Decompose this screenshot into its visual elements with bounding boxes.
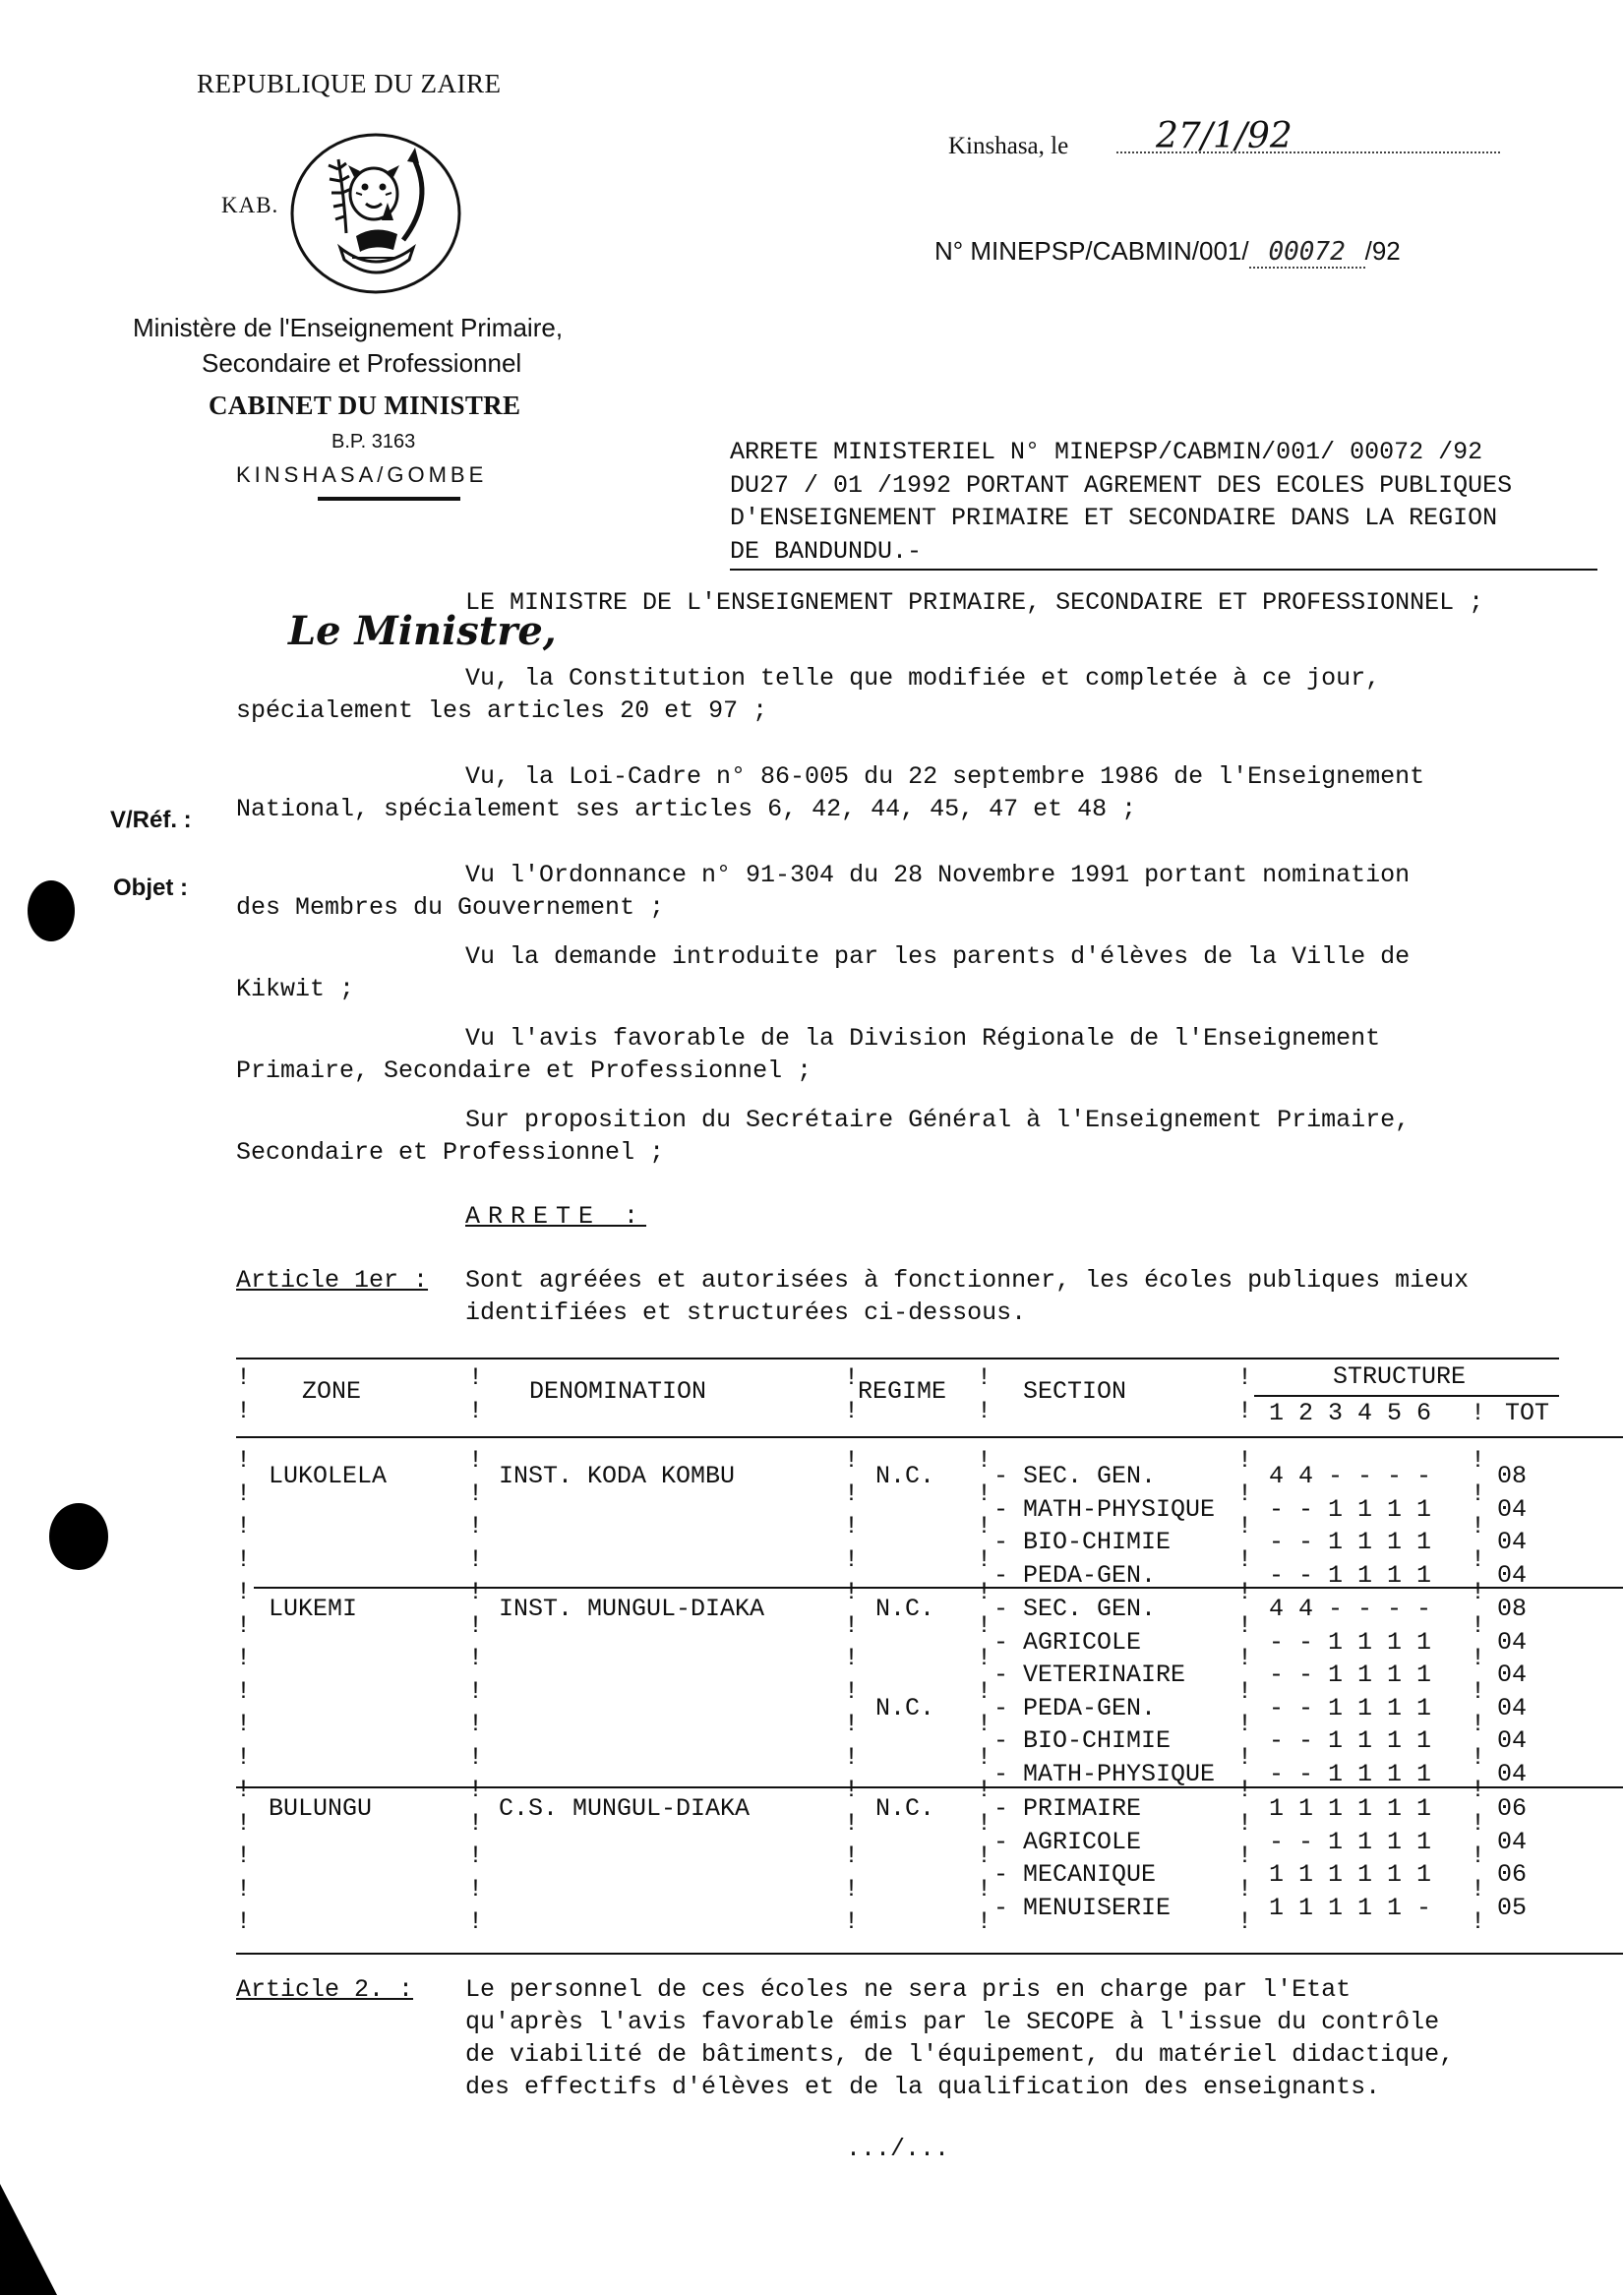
kab-label: KAB. <box>221 193 279 217</box>
section-label: AGRICOLE <box>1023 1627 1142 1657</box>
table-zone-cell: BULUNGU <box>269 1794 373 1823</box>
table-structure-cell: 1 1 1 1 1 1 <box>1269 1860 1432 1889</box>
table-section-cell <box>993 1827 1141 1858</box>
article-2-text: qu'après l'avis favorable émis par le SECOPE à l'issue du contrôle <box>465 2008 1440 2036</box>
header-section: SECTION <box>1023 1377 1127 1406</box>
consideration-line: National, spécialement ses articles 6, 42, 44, 45, 47 et 48 ; <box>236 795 1137 823</box>
table-total-cell: 04 <box>1497 1827 1528 1856</box>
table-section-cell <box>993 1660 1185 1691</box>
reference-suffix: /92 <box>1364 236 1401 266</box>
section-label: PEDA-GEN. <box>1023 1560 1157 1590</box>
section-label: VETERINAIRE <box>1023 1661 1186 1689</box>
address-underline <box>318 497 460 501</box>
city-address: KINSHASA/GOMBE <box>236 462 488 487</box>
table-total-cell: 04 <box>1497 1661 1528 1689</box>
punch-hole-mark <box>28 880 75 941</box>
consideration-line: Secondaire et Professionnel ; <box>236 1138 665 1167</box>
header-structure: STRUCTURE <box>1333 1362 1467 1391</box>
section-dash: - <box>993 1494 1024 1524</box>
section-label: BIO-CHIMIE <box>1023 1726 1172 1755</box>
table-structure-cell: - - 1 1 1 1 <box>1269 1661 1432 1689</box>
section-label: MATH-PHYSIQUE <box>1023 1494 1216 1524</box>
table-section-cell <box>993 1759 1215 1790</box>
reference-number <box>934 236 1401 269</box>
table-structure-cell: - - 1 1 1 1 <box>1269 1759 1432 1788</box>
consideration-line: Vu, la Loi-Cadre n° 86-005 du 22 septembre 1986 de l'Enseignement <box>465 762 1425 791</box>
table-section-cell <box>993 1693 1156 1724</box>
table-section-cell <box>993 1627 1141 1659</box>
table-total-cell: 04 <box>1497 1528 1528 1556</box>
table-total-cell: 06 <box>1497 1860 1528 1889</box>
structure-rule <box>1254 1395 1559 1397</box>
table-denomination-cell: INST. MUNGUL-DIAKA <box>499 1595 765 1623</box>
section-dash: - <box>993 1528 1024 1556</box>
handwritten-date: 27/1/92 <box>1156 116 1293 156</box>
date-label: Kinshasa, le <box>948 133 1069 159</box>
table-total-cell: 04 <box>1497 1560 1528 1590</box>
table-regime-cell: N.C. <box>875 1462 935 1490</box>
section-dash: - <box>993 1661 1024 1689</box>
punch-hole-mark <box>49 1503 108 1570</box>
reference-prefix: N° MINEPSP/CABMIN/001/ <box>934 236 1249 266</box>
coat-of-arms-seal <box>287 130 464 297</box>
objet-label: Objet : <box>113 875 188 901</box>
section-label: MENUISERIE <box>1023 1893 1172 1922</box>
republic-title: REPUBLIQUE DU ZAIRE <box>197 69 502 98</box>
decree-title-line-1: ARRETE MINISTERIEL N° MINEPSP/CABMIN/001/ 00072 /92 <box>730 438 1483 466</box>
section-dash: - <box>993 1794 1024 1823</box>
ministry-name-line-2: Secondaire et Professionnel <box>202 348 522 378</box>
table-regime-cell: N.C. <box>875 1693 935 1722</box>
table-structure-cell: 4 4 - - - - <box>1269 1462 1432 1490</box>
article-2-text: des effectifs d'élèves et de la qualification des enseignants. <box>465 2073 1381 2101</box>
table-structure-cell: - - 1 1 1 1 <box>1269 1827 1432 1856</box>
section-dash: - <box>993 1462 1024 1490</box>
consideration-line: Vu l'avis favorable de la Division Régionale de l'Enseignement <box>465 1024 1381 1053</box>
table-total-cell: 04 <box>1497 1726 1528 1755</box>
table-total-cell: 04 <box>1497 1494 1528 1524</box>
table-section-cell <box>993 1560 1156 1592</box>
header-regime: REGIME <box>858 1377 947 1406</box>
postal-box: B.P. 3163 <box>331 431 416 453</box>
table-structure-cell: 1 1 1 1 1 - <box>1269 1893 1432 1922</box>
section-label: PRIMAIRE <box>1023 1794 1142 1823</box>
consideration-line: Vu la demande introduite par les parents d'élèves de la Ville de <box>465 942 1411 971</box>
section-label: PEDA-GEN. <box>1023 1693 1157 1722</box>
table-section-cell <box>993 1461 1156 1492</box>
table-top-rule <box>236 1358 1559 1359</box>
minister-line: LE MINISTRE DE L'ENSEIGNEMENT PRIMAIRE, SECONDAIRE ET PROFESSIONNEL ; <box>465 588 1484 617</box>
table-regime-cell: N.C. <box>875 1794 935 1823</box>
article-2-label: Article 2. : <box>236 1975 414 2004</box>
table-total-cell: 05 <box>1497 1893 1528 1922</box>
header-years: 1 2 3 4 5 6 <box>1269 1399 1432 1427</box>
table-total-cell: 04 <box>1497 1627 1528 1657</box>
table-structure-cell: - - 1 1 1 1 <box>1269 1560 1432 1590</box>
article-2-text: de viabilité de bâtiments, de l'équipement, du matériel didactique, <box>465 2040 1455 2069</box>
consideration-line: Primaire, Secondaire et Professionnel ; <box>236 1057 812 1085</box>
table-total-cell: 06 <box>1497 1794 1528 1823</box>
section-label: BIO-CHIMIE <box>1023 1528 1172 1556</box>
header-denomination: DENOMINATION <box>529 1377 707 1406</box>
table-section-cell <box>993 1594 1156 1625</box>
section-dash: - <box>993 1893 1024 1922</box>
header-zone: ZONE <box>302 1377 362 1406</box>
article-1-text: identifiées et structurées ci-dessous. <box>465 1298 1027 1327</box>
vref-label: V/Réf. : <box>110 807 192 833</box>
reference-handwritten: 00072 <box>1249 237 1365 269</box>
table-regime-cell: N.C. <box>875 1595 935 1623</box>
consideration-line: Sur proposition du Secrétaire Général à l'Enseignement Primaire, <box>465 1106 1411 1134</box>
table-total-cell: 04 <box>1497 1693 1528 1722</box>
section-label: MATH-PHYSIQUE <box>1023 1759 1216 1788</box>
table-header-rule <box>236 1436 1623 1438</box>
table-zone-cell: LUKEMI <box>269 1595 358 1623</box>
article-1-text: Sont agréées et autorisées à fonctionner, les écoles publiques mieux <box>465 1266 1470 1295</box>
header-total: TOT <box>1505 1399 1550 1427</box>
table-structure-cell: - - 1 1 1 1 <box>1269 1627 1432 1657</box>
table-zone-cell: LUKOLELA <box>269 1462 388 1490</box>
article-1-label: Article 1er : <box>236 1266 429 1295</box>
title-underline <box>730 569 1597 571</box>
table-section-cell <box>993 1494 1215 1526</box>
section-dash: - <box>993 1726 1024 1755</box>
consideration-line: Vu l'Ordonnance n° 91-304 du 28 Novembre 1991 portant nomination <box>465 861 1411 889</box>
row-separators: ! ! ! ! ! ! ! ! ! ! ! ! ! ! ! <box>236 1446 252 1936</box>
table-section-cell <box>993 1793 1141 1825</box>
decree-title-line-3: D'ENSEIGNEMENT PRIMAIRE ET SECONDAIRE DANS LA REGION <box>730 504 1498 532</box>
table-denomination-cell: INST. KODA KOMBU <box>499 1462 736 1490</box>
section-dash: - <box>993 1560 1024 1590</box>
scan-corner-shadow <box>0 2184 57 2295</box>
section-label: SEC. GEN. <box>1023 1595 1157 1623</box>
section-label: AGRICOLE <box>1023 1827 1142 1856</box>
table-bottom-rule <box>236 1953 1623 1955</box>
consideration-line: des Membres du Gouvernement ; <box>236 893 665 922</box>
table-structure-cell: - - 1 1 1 1 <box>1269 1693 1432 1722</box>
section-label: SEC. GEN. <box>1023 1462 1157 1490</box>
table-total-cell: 04 <box>1497 1759 1528 1788</box>
table-section-cell <box>993 1859 1156 1891</box>
table-section-cell <box>993 1725 1171 1757</box>
table-structure-cell: - - 1 1 1 1 <box>1269 1528 1432 1556</box>
section-dash: - <box>993 1759 1024 1788</box>
le-ministre-stamp: Le Ministre, <box>288 608 557 654</box>
section-dash: - <box>993 1860 1024 1889</box>
arrete-heading: ARRETE : <box>465 1202 647 1231</box>
decree-title-line-2: DU27 / 01 /1992 PORTANT AGREMENT DES ECOLES PUBLIQUES <box>730 471 1513 500</box>
table-structure-cell: 1 1 1 1 1 1 <box>1269 1794 1432 1823</box>
cabinet-heading: CABINET DU MINISTRE <box>209 391 521 420</box>
table-section-cell <box>993 1893 1171 1924</box>
section-label: MECANIQUE <box>1023 1860 1157 1889</box>
consideration-line: Vu, la Constitution telle que modifiée et completée à ce jour, <box>465 664 1381 693</box>
page-continuation: .../... <box>846 2135 950 2163</box>
article-2-text: Le personnel de ces écoles ne sera pris en charge par l'Etat <box>465 1975 1352 2004</box>
section-dash: - <box>993 1595 1024 1623</box>
table-structure-cell: - - 1 1 1 1 <box>1269 1726 1432 1755</box>
table-structure-cell: 4 4 - - - - <box>1269 1595 1432 1623</box>
section-dash: - <box>993 1827 1024 1856</box>
consideration-line: spécialement les articles 20 et 97 ; <box>236 696 768 725</box>
table-structure-cell: - - 1 1 1 1 <box>1269 1494 1432 1524</box>
section-dash: - <box>993 1627 1024 1657</box>
ministry-name-line-1: Ministère de l'Enseignement Primaire, <box>133 313 564 342</box>
table-total-cell: 08 <box>1497 1462 1528 1490</box>
table-denomination-cell: C.S. MUNGUL-DIAKA <box>499 1794 751 1823</box>
table-section-cell <box>993 1527 1171 1558</box>
table-total-cell: 08 <box>1497 1595 1528 1623</box>
consideration-line: Kikwit ; <box>236 975 355 1003</box>
section-dash: - <box>993 1693 1024 1722</box>
decree-title-line-4: DE BANDUNDU.- <box>730 537 923 566</box>
